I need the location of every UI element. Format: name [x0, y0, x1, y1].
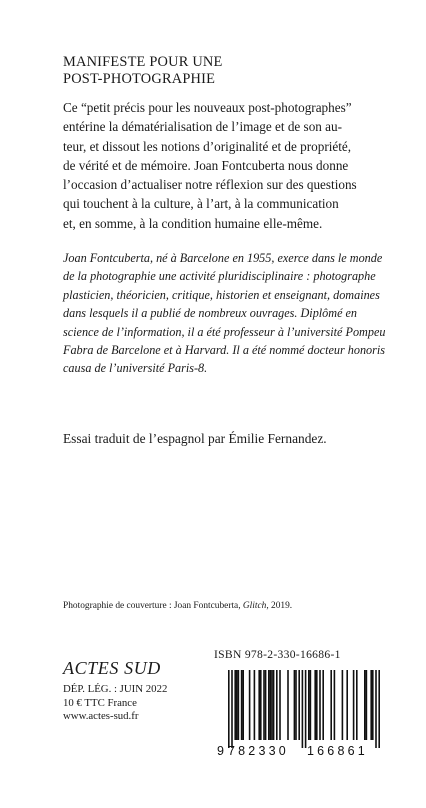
- barcode-bars: [228, 670, 380, 748]
- author-bio: [63, 249, 388, 378]
- barcode-graphic: [214, 666, 389, 758]
- barcode-bar: [342, 670, 344, 740]
- translation-credit: Essai traduit de l’espagnol par Émilie Fernandez.: [63, 431, 327, 446]
- barcode-digits-right: 166861: [307, 744, 368, 758]
- barcode-bar: [279, 670, 281, 740]
- barcode-bar: [334, 670, 336, 740]
- barcode-bar: [228, 670, 230, 748]
- barcode-bar: [319, 670, 321, 740]
- bio-line: science de l’information, il a été professeur à l’université Pompeu: [63, 324, 386, 339]
- barcode-bar: [270, 670, 272, 740]
- website: www.actes-sud.fr: [63, 710, 139, 723]
- bio-line: dans lesquels il a publié de nombreux ouvrages. Diplômé en: [63, 306, 358, 321]
- barcode-bar: [258, 670, 260, 740]
- barcode: [214, 666, 389, 758]
- barcode-bar: [316, 670, 318, 740]
- cover-photo-credit: [63, 600, 292, 612]
- barcode-bar: [242, 670, 244, 740]
- bio-line: plasticien, théoricien, critique, historien et enseignant, domaines: [63, 287, 380, 302]
- barcode-bar: [294, 670, 296, 740]
- title-line: POST-PHOTOGRAPHIE: [63, 71, 216, 87]
- legal-info: [63, 683, 167, 724]
- publisher-name: ACTES SUD: [63, 658, 161, 678]
- barcode-bar: [236, 670, 238, 740]
- barcode-bar: [314, 670, 316, 740]
- barcode-bar: [265, 670, 267, 740]
- barcode-bar: [375, 670, 377, 748]
- barcode-bar: [366, 670, 368, 740]
- barcode-bar: [260, 670, 262, 740]
- barcode-bar: [238, 670, 240, 740]
- isbn-number: ISBN 978-2-330-16686-1: [214, 648, 341, 661]
- barcode-digits-left: 782330: [228, 744, 289, 758]
- barcode-bar: [298, 670, 300, 740]
- barcode-bar: [378, 670, 380, 748]
- legal-deposit: DÉP. LÉG. : JUIN 2022: [63, 683, 168, 695]
- barcode-bar: [322, 670, 324, 740]
- barcode-digit-first: 9: [217, 744, 224, 758]
- bio-line: causa de l’université Paris-8.: [63, 361, 208, 376]
- barcode-bar: [273, 670, 275, 740]
- barcode-bar: [356, 670, 358, 740]
- blurb-line: et, en somme, à la condition humaine elle-même.: [63, 215, 323, 231]
- barcode-bar: [249, 670, 251, 740]
- blurb-line: Ce “petit précis pour les nouveaux post-photographes”: [63, 100, 352, 115]
- blurb-paragraph: [63, 98, 388, 233]
- photo-credit-work: Glitch: [242, 601, 267, 611]
- blurb-line: entérine la dématérialisation de l’image et de son au-: [63, 119, 343, 135]
- barcode-bar: [305, 670, 307, 748]
- blurb-line: l’occasion d’actualiser notre réflexion sur des questions: [63, 177, 357, 193]
- barcode-bar: [302, 670, 304, 748]
- blurb-line: de vérité et de mémoire. Joan Fontcuberta nous donne: [63, 157, 349, 173]
- title-line: MANIFESTE POUR UNE: [63, 54, 223, 70]
- blurb-line: teur, et dissout les notions d’originalité et de propriété,: [63, 138, 352, 154]
- barcode-bar: [287, 670, 289, 740]
- price: 10 € TTC France: [63, 696, 137, 709]
- photo-credit-suffix: , 2019.: [266, 601, 293, 611]
- barcode-bar: [372, 670, 374, 740]
- barcode-bar: [330, 670, 332, 740]
- bio-line: de la photographie une activité pluridisciplinaire : photographe: [63, 269, 376, 284]
- barcode-bar: [276, 670, 278, 740]
- barcode-bar: [263, 670, 265, 740]
- barcode-bar: [308, 670, 310, 740]
- barcode-bar: [295, 670, 297, 740]
- barcode-bar: [353, 670, 355, 740]
- barcode-bar: [231, 670, 233, 748]
- barcode-bar: [346, 670, 348, 740]
- bio-line: Fabra de Barcelone et à Harvard. Il a été nommé docteur honoris: [63, 343, 385, 358]
- barcode-bar: [234, 670, 236, 740]
- blurb-line: qui touchent à la culture, à l’art, à la communication: [63, 196, 339, 212]
- barcode-bar: [241, 670, 243, 740]
- barcode-bar: [364, 670, 366, 740]
- barcode-bar: [271, 670, 273, 740]
- barcode-bar: [268, 670, 270, 740]
- book-title: [63, 54, 383, 88]
- barcode-bar: [310, 670, 312, 740]
- barcode-bar: [254, 670, 256, 740]
- photo-credit-prefix: Photographie de couverture : Joan Fontcuberta,: [63, 601, 243, 611]
- barcode-bar: [370, 670, 372, 740]
- bio-line: Joan Fontcuberta, né à Barcelone en 1955, exerce dans le monde: [63, 251, 383, 265]
